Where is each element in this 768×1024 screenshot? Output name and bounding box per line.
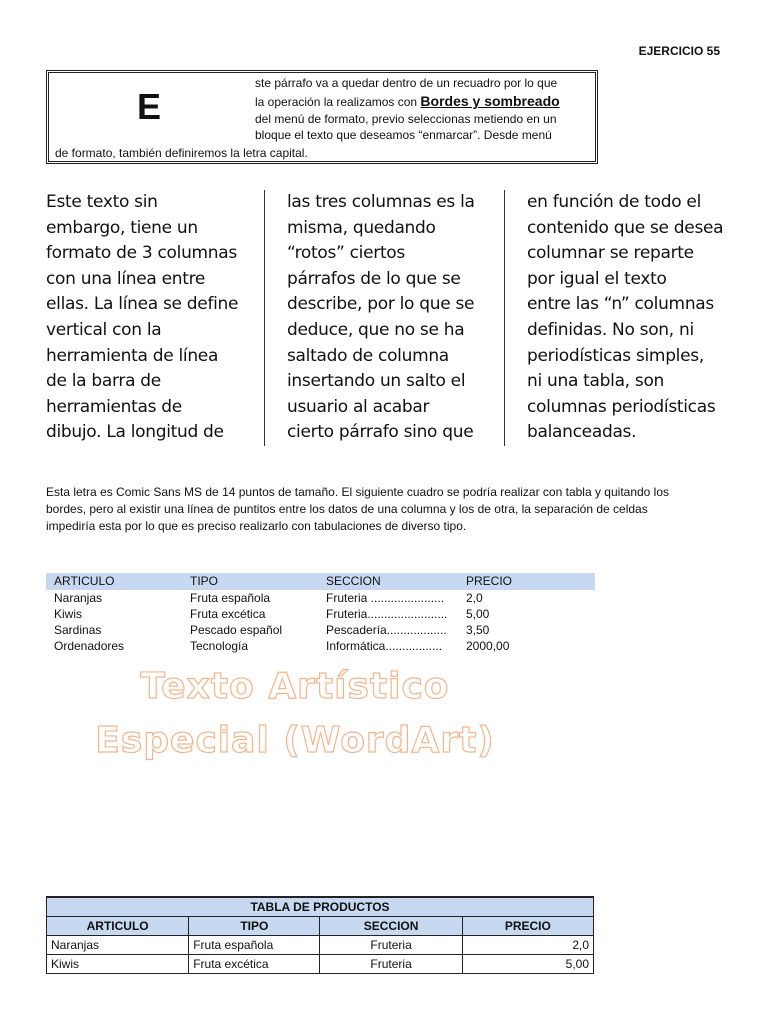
column-line: definidas. No son, ni <box>527 319 694 340</box>
tab-cell: Fruta excética <box>190 607 266 621</box>
products-table-header-row <box>47 917 594 936</box>
tab-list-row <box>46 638 606 654</box>
table-row <box>47 936 594 955</box>
products-header-seccion: SECCION <box>320 917 462 936</box>
column-line: en función de todo el <box>527 192 702 212</box>
tab-list-header-row <box>46 573 606 589</box>
drop-cap: E <box>137 86 162 127</box>
column-divider-2 <box>504 190 505 446</box>
table-cell: 5,00 <box>462 955 593 974</box>
box-line-5: de formato, también definiremos la letra capital. <box>55 146 308 160</box>
column-line: con una línea entre <box>46 268 206 289</box>
bordered-box <box>46 70 598 164</box>
box-line-1: ste párrafo va a quedar dentro de un recuadro por lo que <box>255 76 558 90</box>
table-row <box>47 955 594 974</box>
paragraph-line: impediría esta por lo que es preciso realizarlo con tabulaciones de diverso tipo. <box>46 519 467 533</box>
column-line: entre las “n” columnas <box>527 294 714 315</box>
tab-list-row <box>46 622 606 638</box>
wordart-line-1: Texto Artístico <box>140 666 450 707</box>
tab-cell: 3,50 <box>466 623 490 637</box>
column-line: saltado de columna <box>287 345 449 366</box>
column-line: describe, por lo que se <box>287 294 475 315</box>
wordart-line-2: Especial (WordArt) <box>95 720 495 761</box>
column-2 <box>287 190 487 446</box>
tab-cell: Fruteria........................ <box>326 607 448 621</box>
tab-cell: Pescadería.................. <box>326 623 447 637</box>
column-line: herramienta de línea <box>46 345 219 366</box>
column-line: “rotos” ciertos <box>287 243 405 264</box>
tab-cell: Ordenadores <box>54 639 125 653</box>
tab-cell: 2000,00 <box>466 639 510 653</box>
tab-cell: Sardinas <box>54 623 102 637</box>
table-cell: Fruta española <box>189 936 320 955</box>
exercise-label: EJERCICIO 55 <box>638 44 720 58</box>
tab-cell: 5,00 <box>466 607 490 621</box>
tab-cell: Fruta española <box>190 591 271 605</box>
box-line-3: del menú de formato, previo seleccionas metiendo en un <box>255 112 557 126</box>
tab-cell: Pescado español <box>190 623 283 637</box>
table-cell: Kiwis <box>47 955 189 974</box>
products-table-title-row <box>47 897 594 917</box>
column-line: ni una tabla, son <box>527 371 665 392</box>
column-line: deduce, que no se ha <box>287 319 465 340</box>
table-cell: Fruta excética <box>189 955 320 974</box>
column-line: embargo, tiene un <box>46 217 198 238</box>
tab-list-row <box>46 606 606 622</box>
table-cell: Fruteria <box>320 936 462 955</box>
column-line: por igual el texto <box>527 268 667 289</box>
table-cell: Fruteria <box>320 955 462 974</box>
tab-cell: Fruteria ...................... <box>326 591 445 605</box>
tab-header-tipo: TIPO <box>190 574 219 588</box>
column-line: Este texto sin <box>46 192 158 212</box>
column-line: columnas periodísticas <box>527 396 716 417</box>
table-cell: 2,0 <box>462 936 593 955</box>
column-line: cierto párrafo sino que <box>287 422 474 443</box>
column-line: formato de 3 columnas <box>46 243 237 264</box>
column-line: columnar se reparte <box>527 243 694 264</box>
paragraph-line: bordes, pero al existir una línea de puntitos entre los datos de una columna y los de otra, la separación de celdas <box>46 502 648 516</box>
box-line-2 <box>255 93 560 110</box>
column-line: misma, quedando <box>287 217 436 238</box>
products-header-tipo: TIPO <box>189 917 320 936</box>
tab-cell: Kiwis <box>54 607 83 621</box>
products-table-title: TABLA DE PRODUCTOS <box>47 897 594 917</box>
column-divider-1 <box>264 190 265 446</box>
column-line: contenido que se desea <box>527 217 724 238</box>
column-line: insertando un salto el <box>287 371 466 392</box>
tab-cell: Tecnología <box>190 639 249 653</box>
tab-header-precio: PRECIO <box>466 574 513 588</box>
column-line: periodísticas simples, <box>527 345 704 366</box>
tab-header-seccion: SECCION <box>326 574 381 588</box>
tab-header-articulo: ARTICULO <box>54 574 115 588</box>
products-table <box>46 896 594 974</box>
column-line: ellas. La línea se define <box>46 294 239 315</box>
paragraph-line: Esta letra es Comic Sans MS de 14 puntos de tamaño. El siguiente cuadro se podría realizar con tabla y quitando los <box>46 485 670 499</box>
column-line: vertical con la <box>46 319 162 340</box>
column-line: de la barra de <box>46 371 161 392</box>
column-line: herramientas de <box>46 396 182 417</box>
table-cell: Naranjas <box>47 936 189 955</box>
comic-sans-paragraph <box>46 484 726 535</box>
tab-cell: Naranjas <box>54 591 103 605</box>
box-line-4: bloque el texto que deseamos “enmarcar”. Desde menú <box>255 128 552 142</box>
tab-cell: Informática................. <box>326 639 443 653</box>
column-line: balanceadas. <box>527 422 637 443</box>
box-line-2-text: la operación la realizamos con <box>255 95 421 109</box>
column-line: párrafos de lo que se <box>287 268 461 289</box>
column-line: las tres columnas es la <box>287 192 475 212</box>
tab-cell: 2,0 <box>466 591 483 605</box>
column-1 <box>46 190 246 446</box>
bordes-y-sombreado-text: Bordes y sombreado <box>420 93 560 109</box>
column-line: usuario al acabar <box>287 396 430 417</box>
products-header-precio: PRECIO <box>462 917 593 936</box>
column-3 <box>527 190 727 446</box>
column-line: dibujo. La longitud de <box>46 422 224 443</box>
tab-list-row <box>46 590 606 606</box>
products-header-articulo: ARTICULO <box>47 917 189 936</box>
